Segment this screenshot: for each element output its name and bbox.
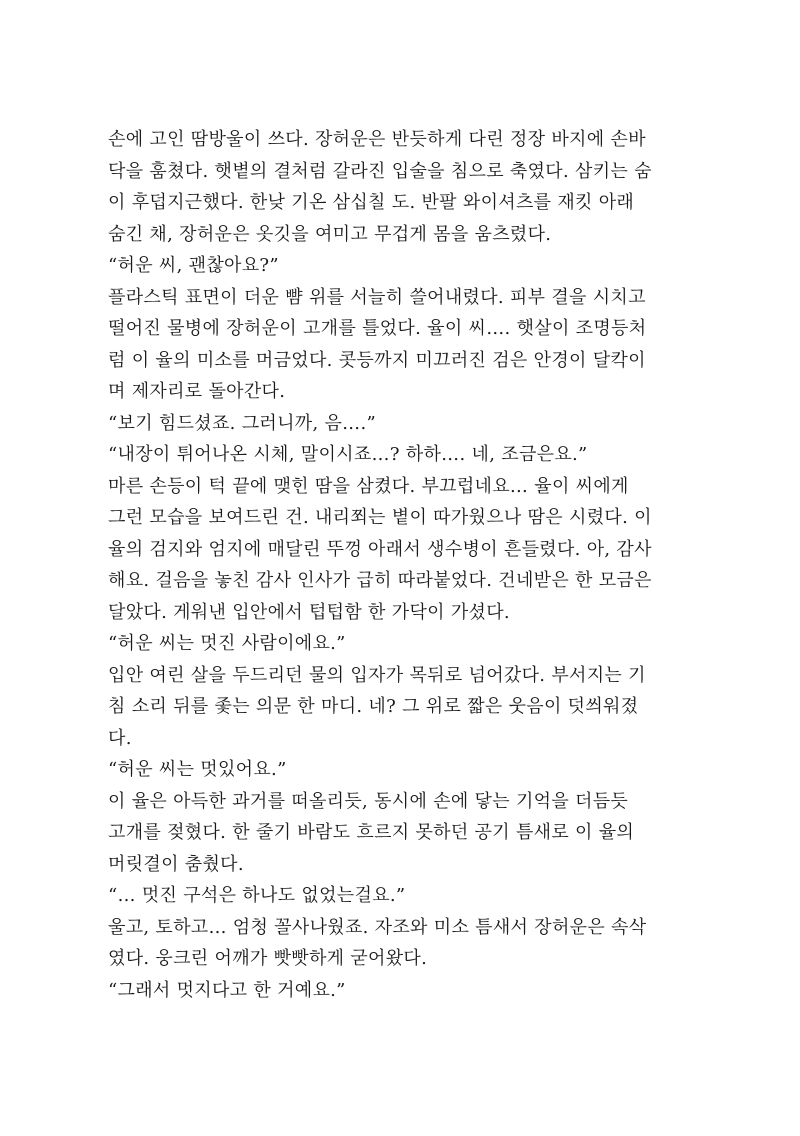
text-line-20: 다. <box>108 727 132 749</box>
text-line-4: 숨긴 채, 장허운은 옷깃을 여미고 무겁게 몸을 움츠렸다. <box>108 223 552 245</box>
text-line-22: 이 율은 아득한 과거를 떠올리듯, 동시에 손에 닿는 기억을 더듬듯 <box>108 790 629 812</box>
text-line-23: 고개를 젖혔다. 한 줄기 바람도 흐르지 못하던 공기 틈새로 이 율의 <box>108 822 635 843</box>
text-line-13: 그런 모습을 보여드린 건. 내리쬐는 볕이 따가웠으나 땀은 시렸다. 이 <box>108 507 652 528</box>
text-line-27: 였다. 웅크린 어깨가 빳빳하게 굳어왔다. <box>108 948 428 969</box>
text-line-18: 입안 여린 살을 두드리던 물의 입자가 목뒤로 넘어갔다. 부서지는 기 <box>108 664 646 686</box>
text-line-16: 달았다. 게워낸 입안에서 텁텁함 한 가닥이 가셨다. <box>108 601 510 623</box>
text-line-25: “… 멋진 구석은 하나도 없었는걸요.” <box>108 885 406 906</box>
text-line-9: 며 제자리로 돌아간다. <box>108 381 286 402</box>
story-text <box>108 124 698 1006</box>
text-line-6: 플라스틱 표면이 더운 뺨 위를 서늘히 쓸어내렸다. 피부 결을 시치고 <box>108 286 646 308</box>
text-line-26: 울고, 토하고… 엄청 꼴사나웠죠. 자조와 미소 틈새서 장허운은 속삭 <box>108 916 647 938</box>
text-line-5: “허운 씨, 괜찮아요?” <box>108 255 279 276</box>
text-line-8: 럼 이 율의 미소를 머금었다. 콧등까지 미끄러진 검은 안경이 달칵이 <box>108 349 646 371</box>
text-line-12: 마른 손등이 턱 끝에 맺힌 땀을 삼켰다. 부끄럽네요… 율이 씨에게 <box>108 475 629 497</box>
text-line-10: “보기 힘드셨죠. 그러니까, 음….” <box>108 412 377 434</box>
text-line-15: 해요. 걸음을 놓친 감사 인사가 급히 따라붙었다. 건네받은 한 모금은 <box>108 570 652 591</box>
text-line-1: 손에 고인 땀방울이 쓰다. 장허운은 반듯하게 다린 정장 바지에 손바 <box>108 129 646 150</box>
text-line-3: 이 후덥지근했다. 한낮 기온 삼십칠 도. 반팔 와이셔츠를 재킷 아래 <box>108 192 635 213</box>
text-line-14: 율의 검지와 엄지에 매달린 뚜껑 아래서 생수병이 흔들렸다. 아, 감사 <box>108 538 652 560</box>
text-line-21: “허운 씨는 멋있어요.” <box>108 759 287 780</box>
text-line-7: 떨어진 물병에 장허운이 고개를 틀었다. 율이 씨…. 햇살이 조명등처 <box>108 318 647 339</box>
text-line-24: 머릿결이 춤췄다. <box>108 853 244 875</box>
text-line-2: 닥을 훔쳤다. 햇볕의 결처럼 갈라진 입술을 침으로 축였다. 삼키는 숨 <box>108 160 652 182</box>
text-line-11: “내장이 튀어나온 시체, 말이시죠…? 하하…. 네, 조금은요.” <box>108 444 588 465</box>
text-line-28: “그래서 멋지다고 한 거예요.” <box>108 979 346 1001</box>
text-line-17: “허운 씨는 멋진 사람이에요.” <box>108 633 346 654</box>
text-line-19: 침 소리 뒤를 좇는 의문 한 마디. 네? 그 위로 짧은 웃음이 덧씌워졌 <box>108 696 639 717</box>
